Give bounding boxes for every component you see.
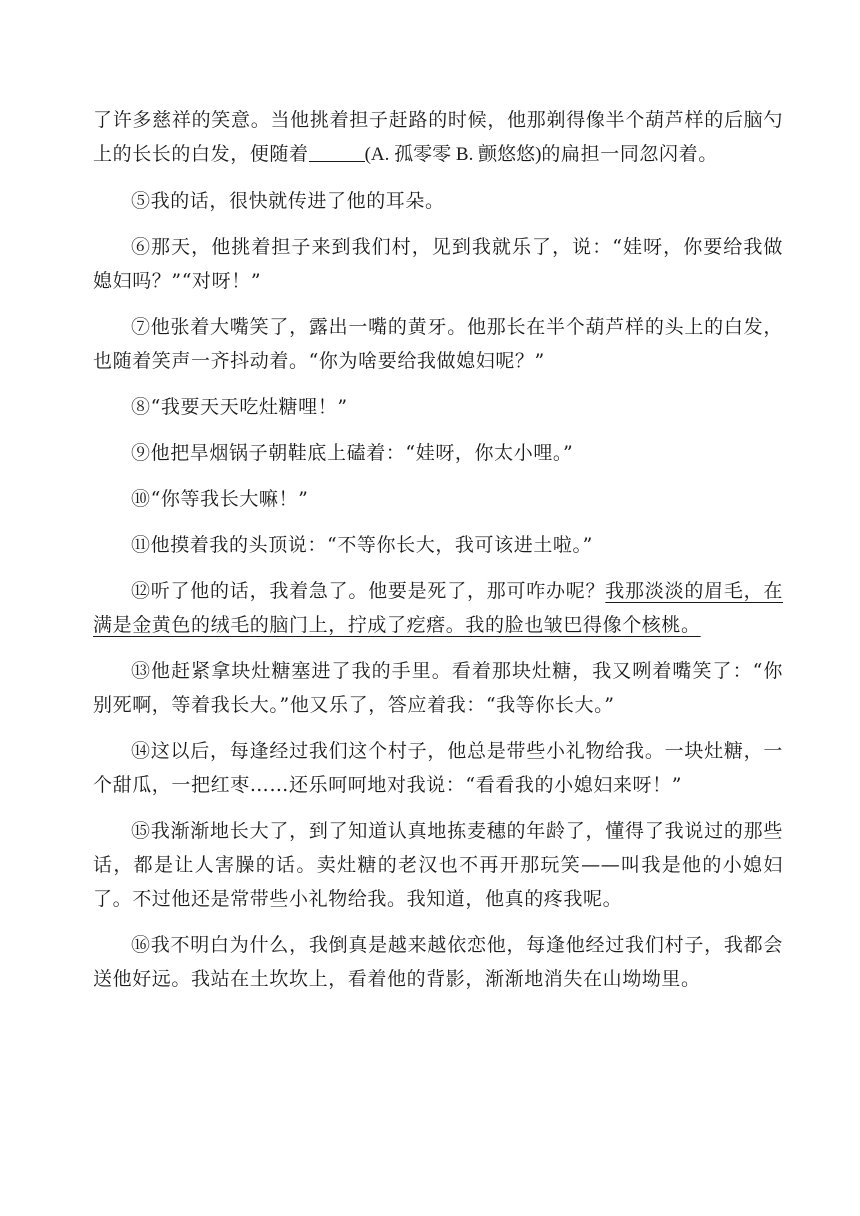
paragraph-5: ⑤我的话，很快就传进了他的耳朵。	[131, 190, 445, 212]
paragraph-16: ⑯我不明白为什么，我倒真是越来越依恋他，每逢他经过我们村子，我都会送他好远。我站在土坎坎上，看着他的背影，渐渐地消失在山坳坳里。	[93, 934, 783, 990]
paragraph-13: ⑬他赶紧拿块灶糖塞进了我的手里。看着那块灶糖，我又咧着嘴笑了：“你别死啊，等着我长大。”他又乐了，答应着我：“我等你长大。”	[93, 660, 783, 716]
paragraph-9: ⑨他把旱烟锅子朝鞋底上磕着：“娃呀，你太小哩。”	[131, 442, 574, 464]
paragraph-continued	[93, 103, 783, 172]
paragraph-7: ⑦他张着大嘴笑了，露出一嘴的黄牙。他那长在半个葫芦样的头上的白发，也随着笑声一齐抖动着。“你为啥要给我做媳妇呢？”	[93, 316, 783, 372]
paragraph-6: ⑥那天，他挑着担子来到我们村，见到我就乐了，说：“娃呀，你要给我做媳妇吗？”“对呀！”	[93, 236, 783, 292]
answer-blank[interactable]	[309, 143, 365, 162]
paragraph-10: ⑩“你等我长大嘛！”	[131, 488, 309, 510]
choice-options: (A. 孤零零 B. 颤悠悠)	[364, 144, 542, 165]
paragraph-15: ⑮我渐渐地长大了，到了知道认真地拣麦穗的年龄了，懂得了我说过的那些话，都是让人害臊的话。卖灶糖的老汉也不再开那玩笑——叫我是他的小媳妇了。不过他还是常带些小礼物给我。我知道，他真的疼我呢。	[93, 820, 783, 910]
paragraph-8: ⑧“我要天天吃灶糖哩！”	[131, 396, 348, 418]
paragraph-12	[93, 574, 783, 642]
document-page	[93, 103, 783, 1008]
paragraph-text: ⑫听了他的话，我着急了。他要是死了，那可咋办呢？	[131, 580, 606, 602]
underlined-sentence: 我那淡淡的眉毛，在满是金黄色的绒毛的脑门上，拧成了疙瘩。我的脸也皱巴得像个核桃。	[93, 580, 783, 636]
paragraph-text: 了许多慈祥的笑意。当他挑着担子赶路的时候，他那剃得像半个葫芦样的后脑勺上的长长的白发，便随着	[93, 109, 783, 165]
paragraph-text: 的扁担一同忽闪着。	[541, 143, 718, 165]
paragraph-11: ⑪他摸着我的头顶说：“不等你长大，我可该进土啦。”	[131, 534, 593, 556]
paragraph-14: ⑭这以后，每逢经过我们这个村子，他总是带些小礼物给我。一块灶糖，一个甜瓜，一把红枣……还乐呵呵地对我说：“看看我的小媳妇来呀！”	[93, 740, 783, 796]
